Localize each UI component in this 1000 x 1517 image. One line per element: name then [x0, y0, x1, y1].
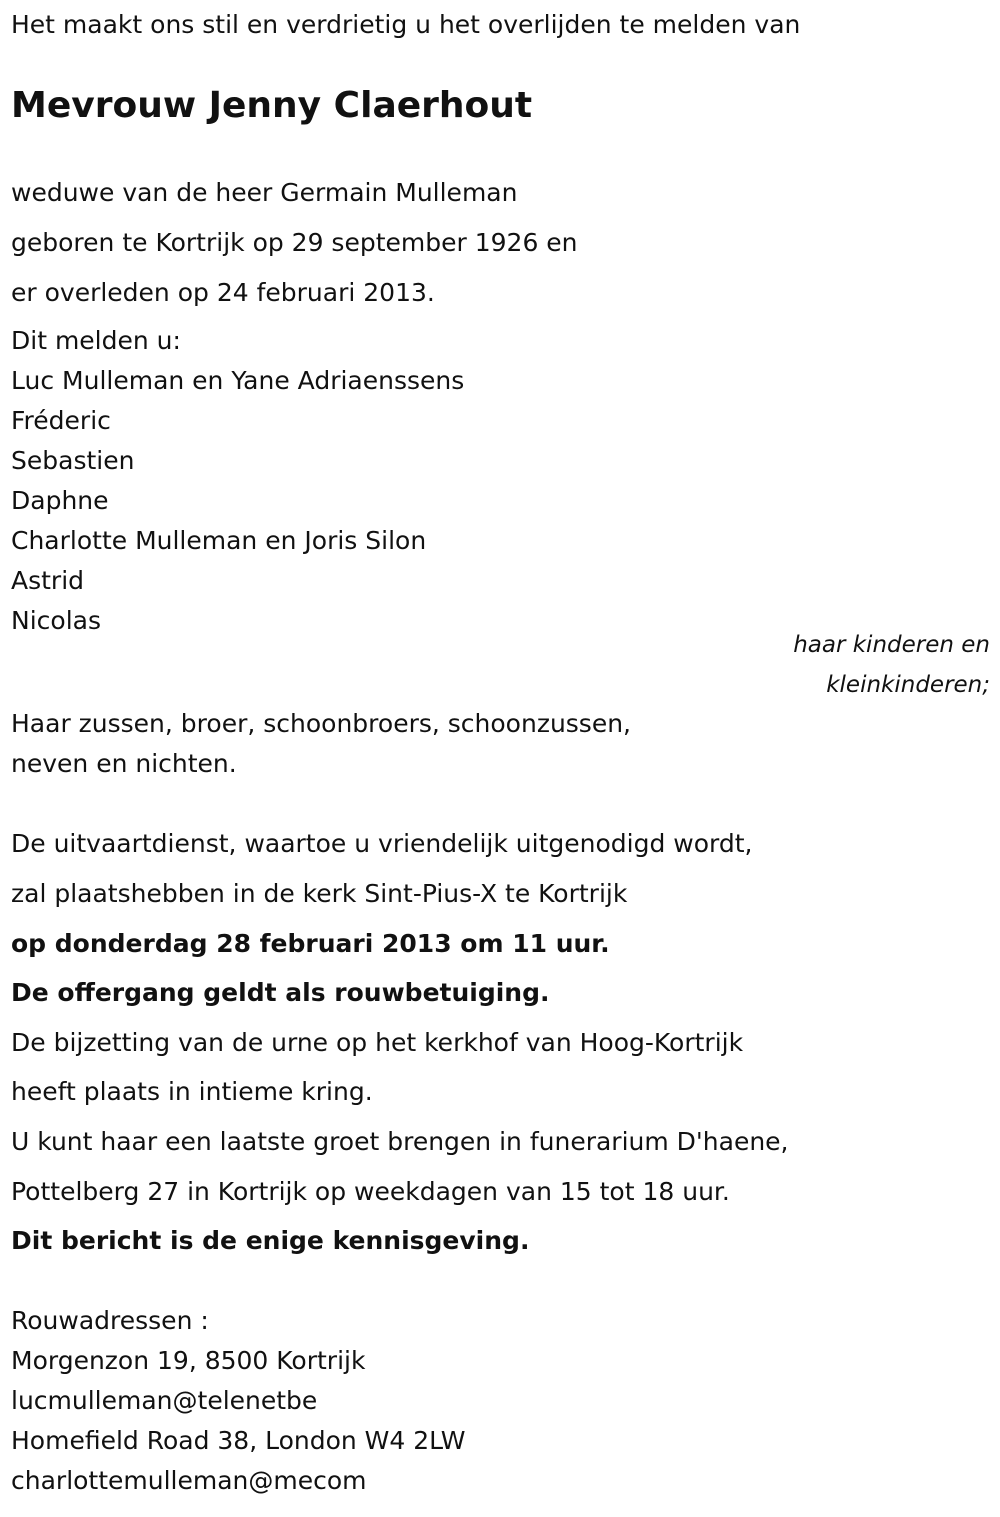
offering-note: De offergang geldt als rouwbetuiging. [11, 978, 550, 1007]
family-member: Daphne [11, 486, 109, 515]
deceased-name: Mevrouw Jenny Claerhout [11, 85, 533, 126]
family-member: Nicolas [11, 606, 101, 635]
address-line: Homefield Road 38, London W4 2LW [11, 1426, 466, 1455]
family-member: Luc Mulleman en Yane Adriaenssens [11, 366, 465, 395]
relatives-line: Haar zussen, broer, schoonbroers, schoonzussen, [11, 709, 632, 738]
address-line: Morgenzon 19, 8500 Kortrijk [11, 1346, 366, 1375]
detail-line: weduwe van de heer Germain Mulleman [11, 178, 518, 207]
intro-text: Het maakt ons stil en verdrietig u het overlijden te melden van [11, 10, 801, 39]
email-line: charlottemulleman@mecom [11, 1466, 367, 1495]
service-line: De uitvaartdienst, waartoe u vriendelijk uitgenodigd wordt, [11, 829, 753, 858]
burial-line: De bijzetting van de urne op het kerkhof van Hoog-Kortrijk [11, 1028, 744, 1057]
burial-line: heeft plaats in intieme kring. [11, 1077, 373, 1106]
family-member: Fréderic [11, 406, 111, 435]
service-date: op donderdag 28 februari 2013 om 11 uur. [11, 929, 610, 958]
family-member: Charlotte Mulleman en Joris Silon [11, 526, 427, 555]
service-line: zal plaatshebben in de kerk Sint-Pius-X te Kortrijk [11, 879, 628, 908]
family-member: Sebastien [11, 446, 135, 475]
detail-line: er overleden op 24 februari 2013. [11, 278, 435, 307]
relatives-line: neven en nichten. [11, 749, 237, 778]
visit-line: U kunt haar een laatste groet brengen in funerarium D'haene, [11, 1127, 789, 1156]
family-member: Astrid [11, 566, 85, 595]
family-note: haar kinderen en [793, 632, 990, 658]
visit-line: Pottelberg 27 in Kortrijk op weekdagen van 15 tot 18 uur. [11, 1177, 730, 1206]
announced-by-label: Dit melden u: [11, 326, 181, 355]
addresses-label: Rouwadressen : [11, 1306, 209, 1335]
detail-line: geboren te Kortrijk op 29 september 1926 en [11, 228, 578, 257]
notice-line: Dit bericht is de enige kennisgeving. [11, 1226, 530, 1255]
email-line: lucmulleman@telenetbe [11, 1386, 318, 1415]
family-note: kleinkinderen; [826, 672, 990, 698]
